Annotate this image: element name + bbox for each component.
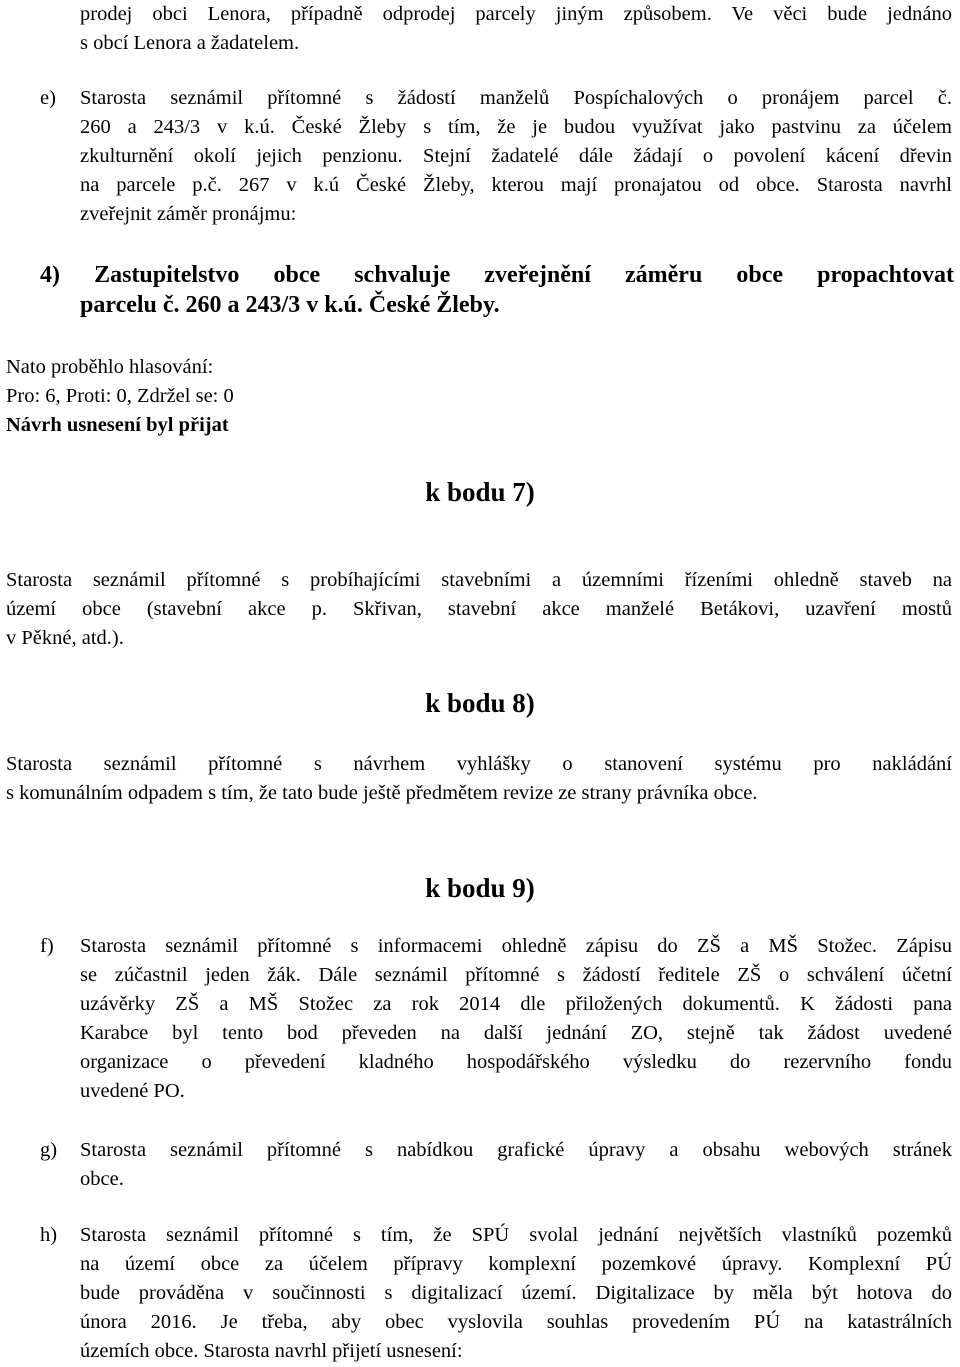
paragraph-line: zkulturnění okolí jejich penzionu. Stejní žadatelé dále žádají o povolení kácení dřevin	[80, 145, 952, 167]
paragraph-line: obce.	[80, 1168, 124, 1190]
section-heading: k bodu 8)	[425, 688, 535, 718]
paragraph-line: Karabce byl tento bod převeden na další jednání ZO, stejně tak žádost uvedené	[80, 1022, 952, 1044]
paragraph-line: uvedené PO.	[80, 1080, 185, 1102]
list-item-label: h)	[40, 1224, 58, 1246]
list-item-label: e)	[40, 87, 56, 109]
paragraph-line: prodej obci Lenora, případně odprodej parcely jiným způsobem. Ve věci bude jednáno	[80, 3, 952, 25]
paragraph-line: Starosta seznámil přítomné s tím, že SPÚ svolal jednání největších vlastníků pozemků	[80, 1224, 952, 1246]
paragraph-line: uzávěrky ZŠ a MŠ Stožec za rok 2014 dle přiložených dokumentů. K žádosti pana	[80, 993, 952, 1015]
list-item-label: g)	[40, 1139, 58, 1161]
paragraph-line: 260 a 243/3 v k.ú. České Žleby s tím, že je budou využívat jako pastvinu za účelem	[80, 116, 952, 138]
paragraph-line: s obcí Lenora a žadatelem.	[80, 32, 300, 54]
paragraph-line: na parcele p.č. 267 v k.ú České Žleby, kterou mají pronajatou od obce. Starosta navrhl	[80, 174, 952, 196]
paragraph-line: bude prováděna v součinnosti s digitalizací území. Digitalizace by měla být hotova do	[80, 1282, 952, 1304]
paragraph-line: organizace o převedení kladného hospodářského výsledku do rezervního fondu	[80, 1051, 952, 1073]
resolution-text: 4) Zastupitelstvo obce schvaluje zveřejnění záměru obce propachtovat	[40, 262, 954, 288]
paragraph-line: se zúčastnil jeden žák. Dále seznámil přítomné s žádostí ředitele ZŠ o schválení účetní	[80, 964, 952, 986]
paragraph-line: územích obce. Starosta navrhl přijetí usnesení:	[80, 1340, 463, 1362]
paragraph-line: území obce (stavební akce p. Skřivan, stavební akce manželé Betákovi, uzavření mostů	[6, 598, 952, 620]
paragraph-line: Starosta seznámil přítomné s návrhem vyhlášky o stanovení systému pro nakládání	[6, 753, 952, 775]
paragraph-line: zveřejnit záměr pronájmu:	[80, 203, 297, 225]
paragraph-line: na území obce za účelem přípravy komplexní pozemkové úpravy. Komplexní PÚ	[80, 1253, 952, 1275]
paragraph-line: s komunálním odpadem s tím, že tato bude ještě předmětem revize ze strany právníka obce.	[6, 782, 758, 804]
vote-outcome: Návrh usnesení byl přijat	[6, 414, 229, 436]
paragraph-line: v Pěkné, atd.).	[6, 627, 124, 649]
paragraph-line: Starosta seznámil přítomné s nabídkou grafické úpravy a obsahu webových stránek	[80, 1139, 952, 1161]
paragraph-line: Starosta seznámil přítomné s probíhajícími stavebními a územními řízeními ohledně staveb na	[6, 569, 952, 591]
list-item-label: f)	[40, 935, 54, 957]
vote-result: Pro: 6, Proti: 0, Zdržel se: 0	[6, 385, 234, 407]
section-heading: k bodu 9)	[425, 873, 535, 903]
resolution-text: parcelu č. 260 a 243/3 v k.ú. České Žleby.	[80, 292, 500, 318]
paragraph-line: Starosta seznámil přítomné s informacemi ohledně zápisu do ZŠ a MŠ Stožec. Zápisu	[80, 935, 952, 957]
vote-intro: Nato proběhlo hlasování:	[6, 356, 214, 378]
section-heading: k bodu 7)	[425, 477, 535, 507]
paragraph-line: února 2016. Je třeba, aby obec vyslovila souhlas provedením PÚ na katastrálních	[80, 1311, 952, 1333]
paragraph-line: Starosta seznámil přítomné s žádostí manželů Pospíchalových o pronájem parcel č.	[80, 87, 952, 109]
